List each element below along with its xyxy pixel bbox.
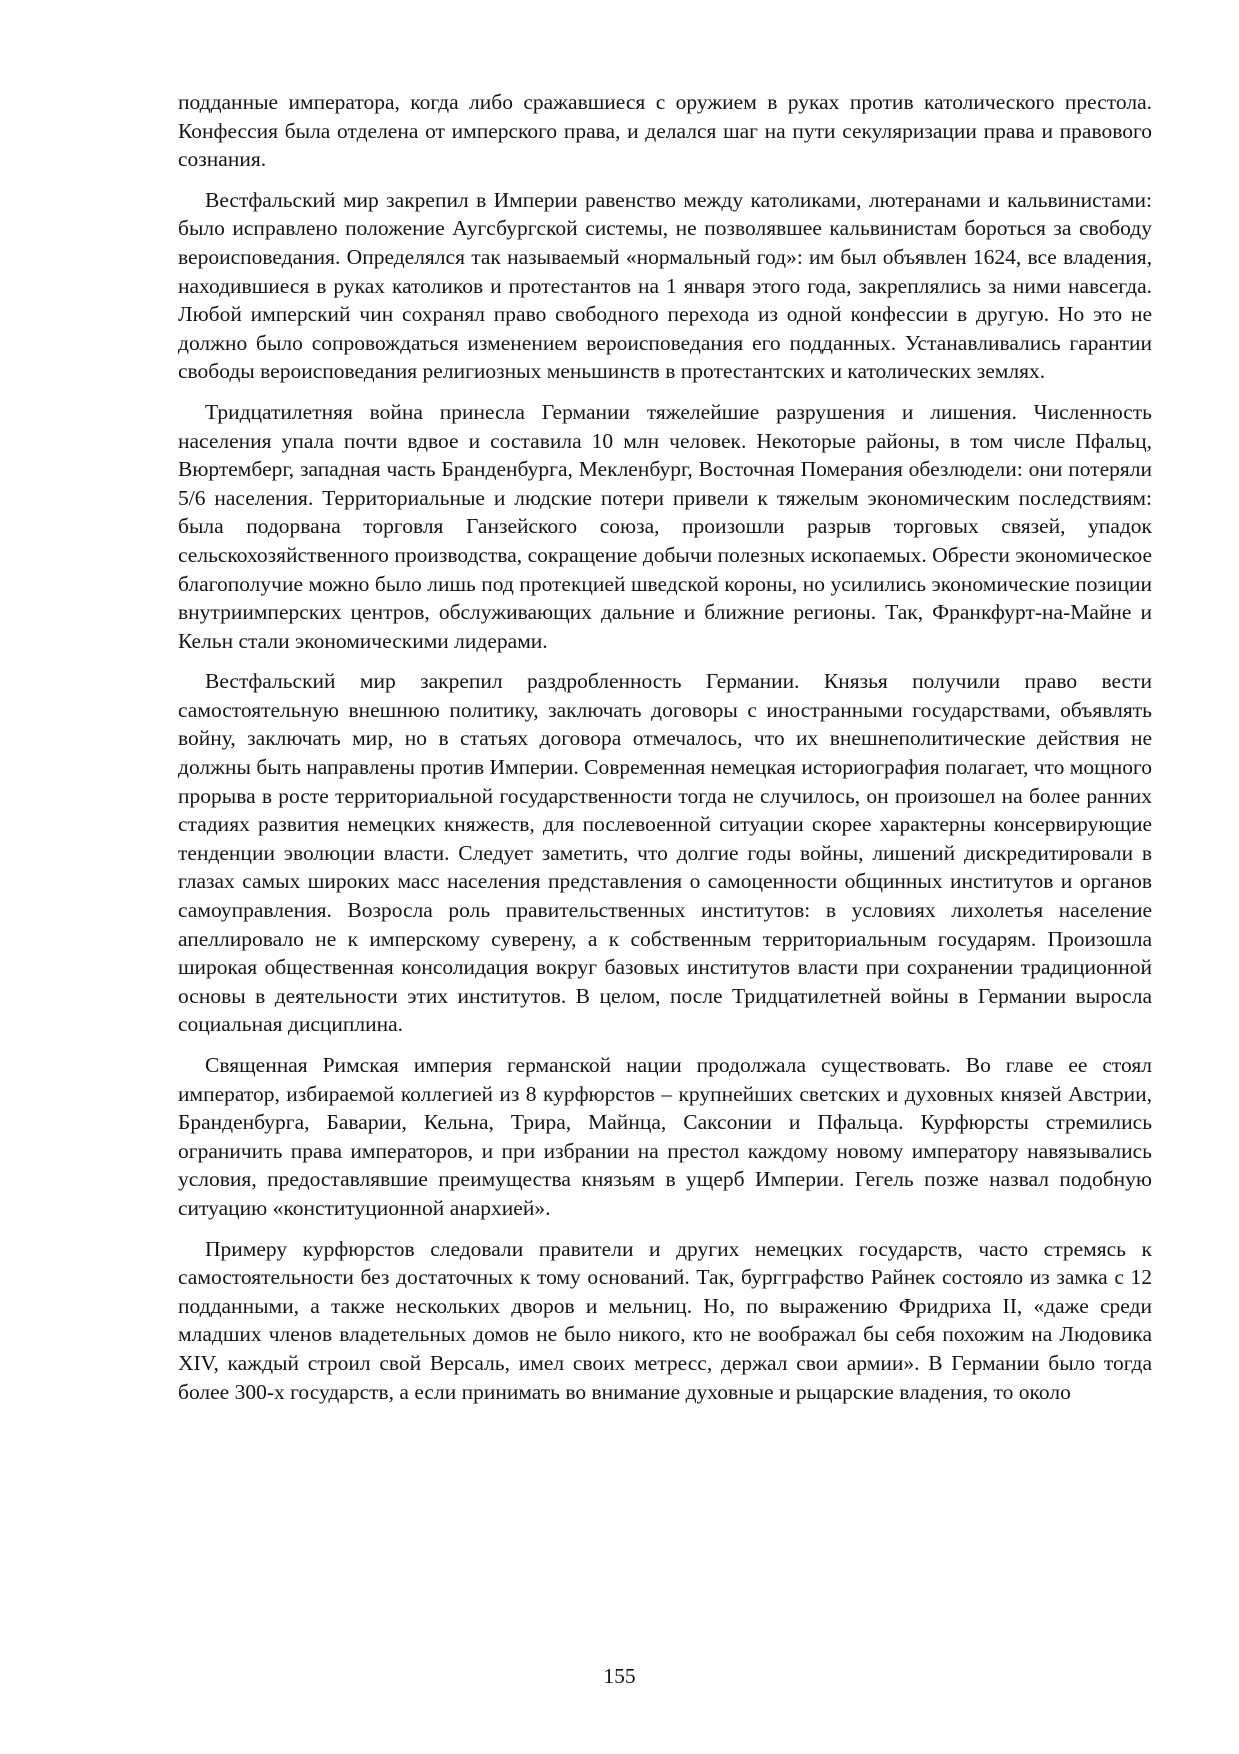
paragraph-thirty-years-war-damage: Тридцатилетняя война принесла Германии тяжелейшие разрушения и лишения. Численность населения упала почти вдвое и составила 10 млн человек. Некоторые районы, в том числе Пфальц, Вюртемберг, западная часть Бранденбурга, Мекленбург, Восточная Померания обезлюдели: они потеряли 5/6 населения. Территориальные и людские потери привели к тяжелым экономическим последствиям: была подорвана торговля Ганзейского союза, произошли разрыв торговых связей, упадок сельскохозяйственного производства, сокращение добычи полезных ископаемых. Обрести экономическое благополучие можно было лишь под протекцией шведской короны, но усилились экономические позиции внутриимперских центров, обслуживающих дальние и ближние регионы. Так, Франкфурт-на-Майне и Кельн стали экономическими лидерами.	[178, 399, 1152, 653]
paragraph-westphalia-religion: Вестфальский мир закрепил в Империи равенство между католиками, лютеранами и кальвинистами: было исправлено положение Аугсбургской системы, не позволявшее кальвинистам бороться за свободу вероисповедания. Определялся так называемый «нормальный год»: им был объявлен 1624, все владения, находившиеся в руках католиков и протестантов на 1 января этого года, закреплялись за ними навсегда. Любой имперский чин сохранял право свободного перехода из одной конфессии в другую. Но это не должно было сопровождаться изменением вероисповедания его подданных. Устанавливались гарантии свободы вероисповедания религиозных меньшинств в протестантских и католических землях.	[178, 187, 1152, 384]
paragraph-electors-example: Примеру курфюрстов следовали правители и других немецких государств, часто стремясь к самостоятельности без достаточных к тому оснований. Так, бургграфство Райнек состояло из замка с 12 подданными, а также нескольких дворов и мельниц. Но, по выражению Фридриха II, «даже среди младших членов владетельных домов не было никого, кто не воображал бы себя похожим на Людовика XIV, каждый строил свой Версаль, имел своих метресс, держал свои армии». В Германии было тогда более 300-х государств, а если принимать во внимание духовные и рыцарские владения, то около	[178, 1236, 1152, 1404]
paragraph-fragmentation: Вестфальский мир закрепил раздробленность Германии. Князья получили право вести самостоятельную внешнюю политику, заключать договоры с иностранными государствами, объявлять войну, заключать мир, но в статьях договора отмечалось, что их внешнеполитические действия не должны быть направлены против Империи. Современная немецкая историография полагает, что мощного прорыва в росте территориальной государственности тогда не случилось, он произошел на более ранних стадиях развития немецких княжеств, для послевоенной ситуации скорее характерны консервирующие тенденции эволюции власти. Следует заметить, что долгие годы войны, лишений дискредитировали в глазах самых широких масс населения представления о самоценности общинных институтов и органов самоуправления. Возросла роль правительственных институтов: в условиях лихолетья население апеллировало не к имперскому суверену, а к собственным территориальным государям. Произошла широкая общественная консолидация вокруг базовых институтов власти при сохранении традиционной основы в деятельности этих институтов. В целом, после Тридцатилетней войны в Германии выросла социальная дисциплина.	[178, 669, 1152, 1037]
page-body	[178, 88, 1152, 1418]
page-number: 155	[603, 1664, 636, 1688]
paragraph-holy-roman-empire: Священная Римская империя германской нации продолжала существовать. Во главе ее стоял император, избираемой коллегией из 8 курфюрстов – крупнейших светских и духовных князей Австрии, Бранденбурга, Баварии, Кельна, Трира, Майнца, Саксонии и Пфальца. Курфюрсты стремились ограничить права императоров, и при избрании на престол каждому новому императору навязывались условия, предоставлявшие преимущества князьям в ущерб Империи. Гегель позже назвал подобную ситуацию «конституционной анархией».	[178, 1053, 1152, 1220]
paragraph-continuation: подданные императора, когда либо сражавшиеся с оружием в руках против католического престола. Конфессия была отделена от имперского права, и делался шаг на пути секуляризации права и правового сознания.	[178, 90, 1152, 172]
